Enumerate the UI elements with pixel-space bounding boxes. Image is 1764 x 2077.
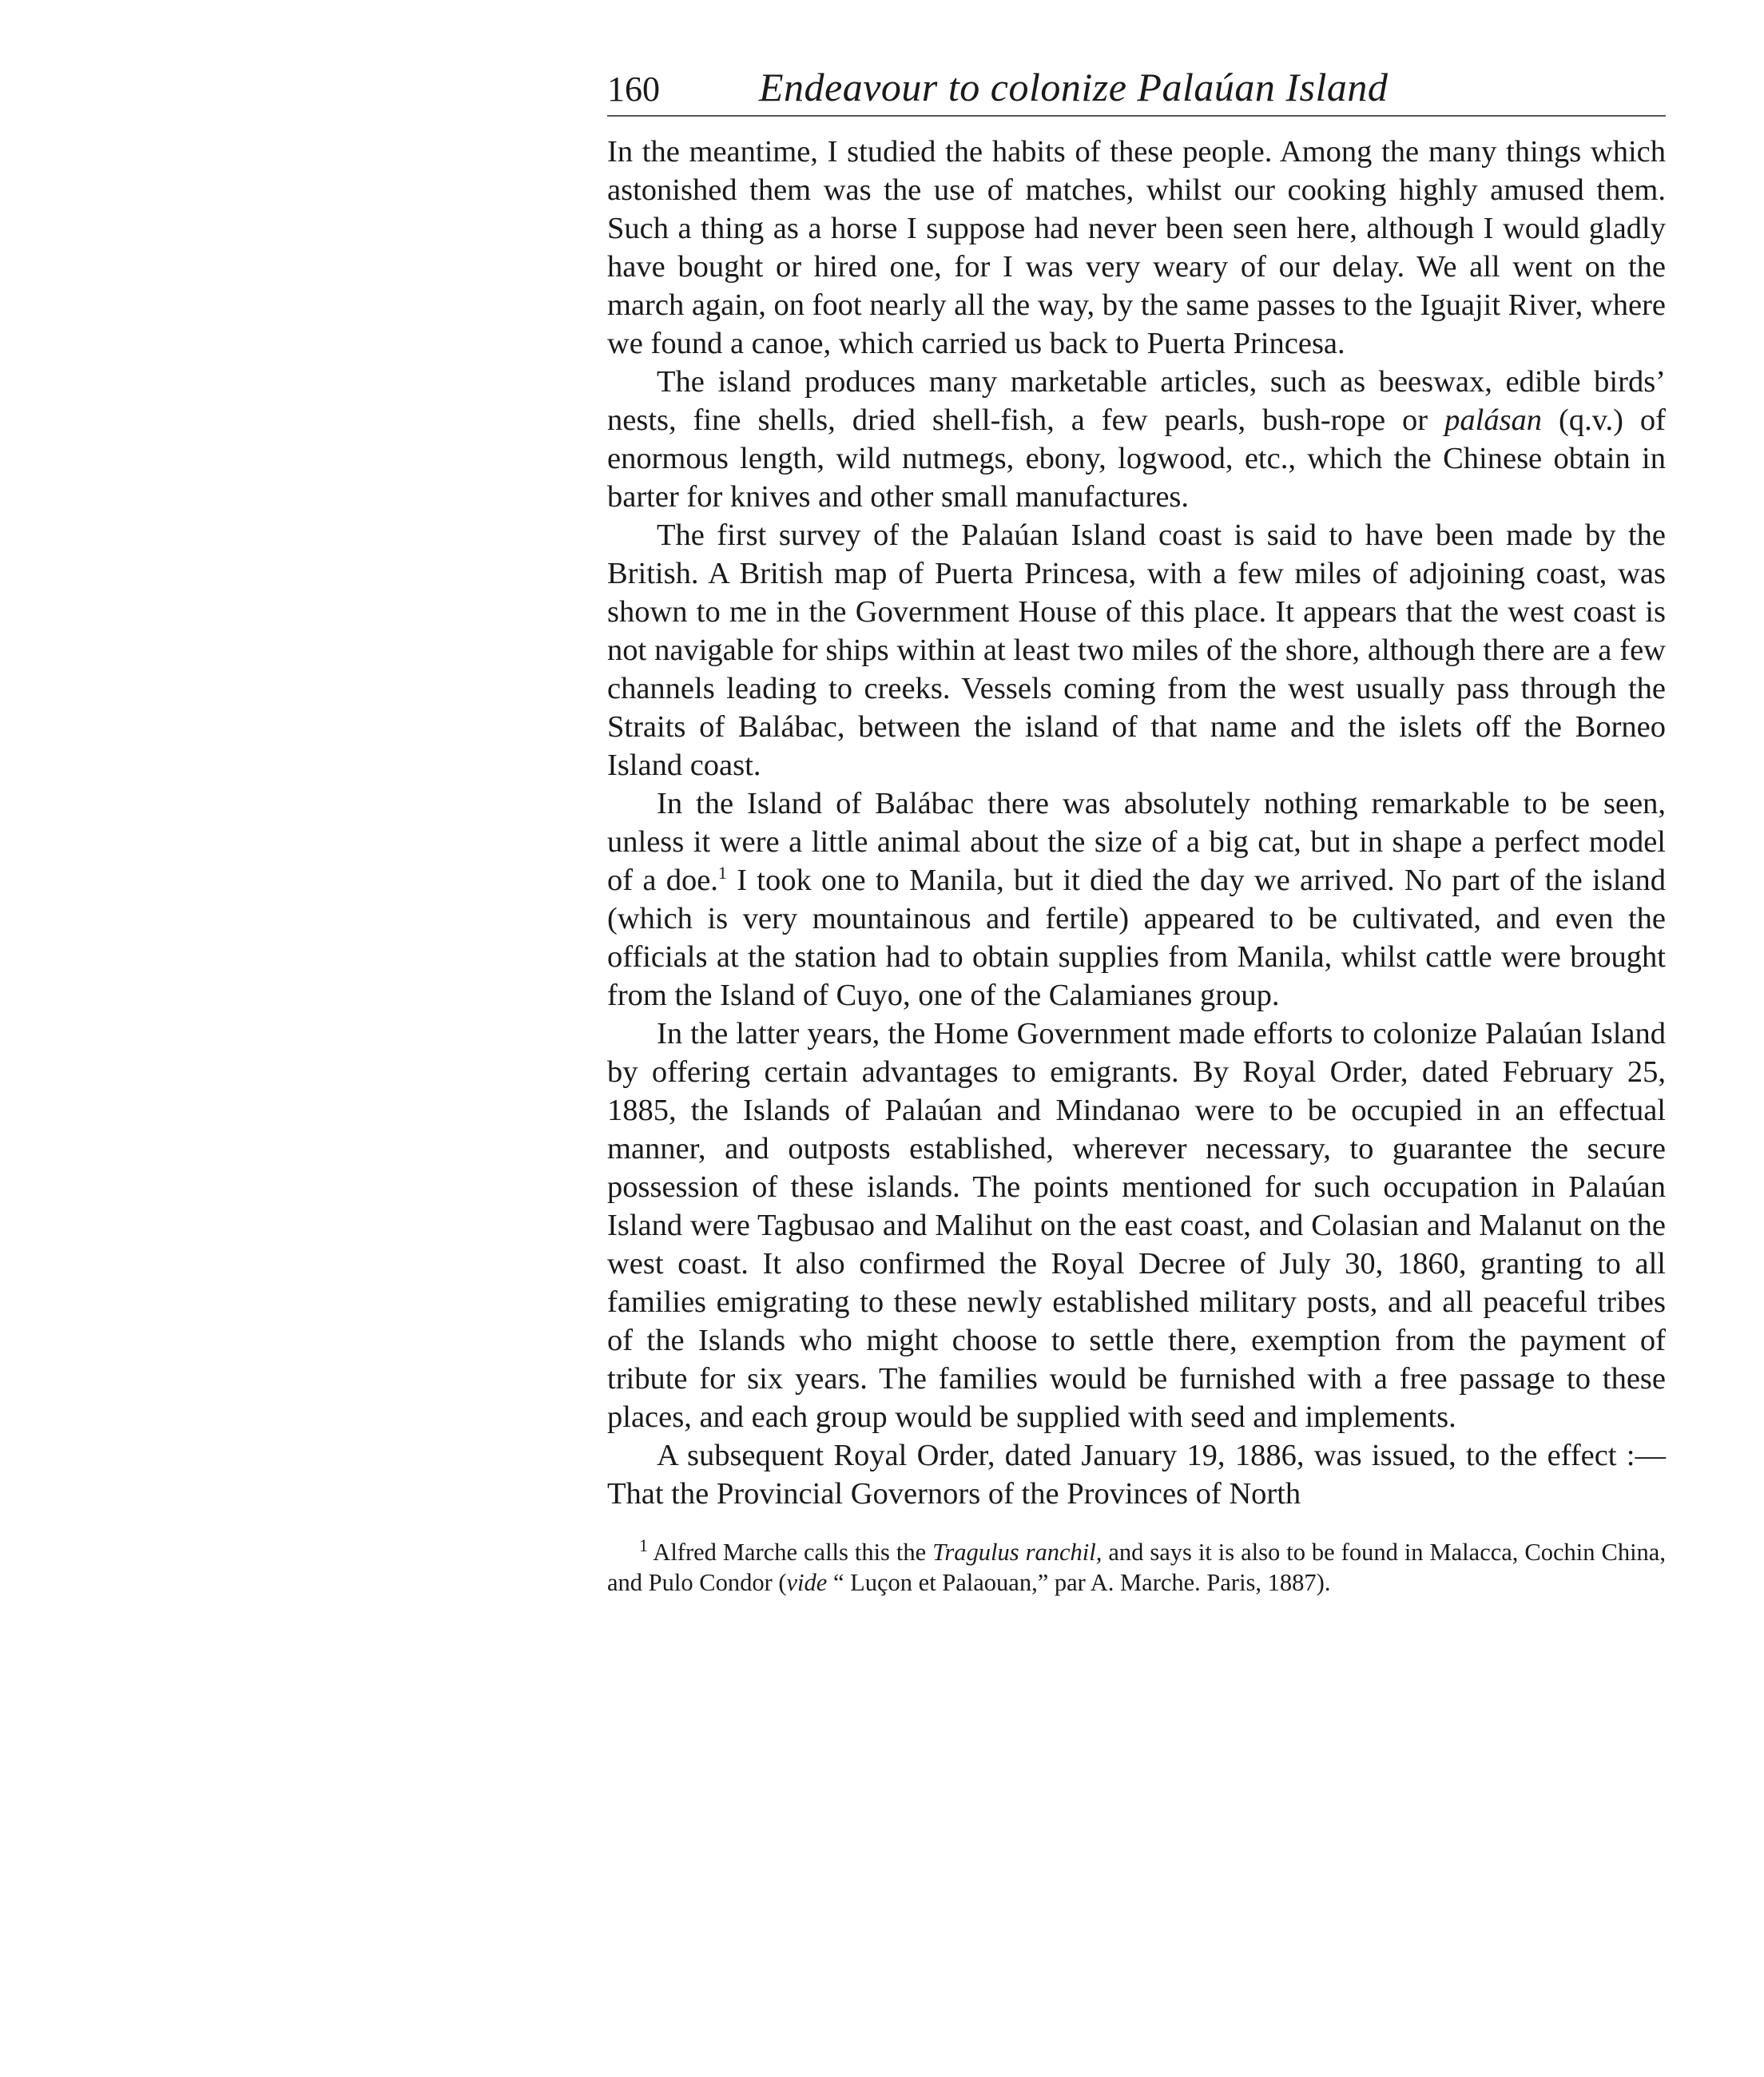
paragraph-text: (q.v.) of enormous length, wild nutmegs, ebony, logwood, etc., which the Chinese obtain in barter for knives and other small manufactures. — [607, 403, 1667, 514]
paragraph-latter-years: In the latter years, the Home Government made efforts to colonize Palaúan Island by offering certain advantages to emigrants. By Royal Order, dated February 25, 1885, the Islands of Palaúan and Mindanao were to be occupied in an effectual manner, and outposts established, wherever necessary, to guarantee the secure possession of these islands. The points mentioned for such occupation in Palaúan Island were Tagbusao and Malihut on the east coast, and Colasian and Malanut on the west coast. It also confirmed the Royal Decree of July 30, 1860, granting to all families emigrating to these newly established military posts, and all peaceful tribes of the Islands who might choose to settle there, exemption from the payment of tribute for six years. The families would be furnished with a free passage to these places, and each group would be supplied with seed and implements. — [607, 1017, 1666, 1434]
species-name: Tragulus ranchil, — [932, 1539, 1102, 1566]
page-header — [607, 64, 1666, 117]
book-page — [607, 64, 1666, 1598]
page-number: 160 — [607, 69, 660, 109]
footnote-reference[interactable]: 1 — [717, 863, 727, 884]
body-text — [607, 133, 1666, 1513]
paragraph-text: I took one to Manila, but it died the day we arrived. No part of the island (which is very mountainous and fertile) appeared to be cultivated, and even the officials at the station had to obtain supplies from Manila, whilst cattle were brought from the Island of Cuyo, one of the Calamianes group. — [607, 864, 1666, 1012]
paragraph-island-produces — [607, 363, 1666, 516]
italic-term: palásan — [1444, 403, 1543, 437]
paragraph-first-survey: The first survey of the Palaúan Island coast is said to have been made by the British. A British map of Puerta Princesa, with a few miles of adjoining coast, was shown to me in the Government House of this place. It appears that the west coast is not navigable for ships within at least two miles of the shore, although there are a few channels leading to creeks. Vessels coming from the west usually pass through the Straits of Balábac, between the island of that name and the islets off the Borneo Island coast. — [607, 518, 1666, 782]
paragraph-balabac — [607, 784, 1666, 1015]
paragraph-meantime: In the meantime, I studied the habits of these people. Among the many things which astonished them was the use of matches, whilst our cooking highly amused them. Such a thing as a horse I suppose had never been seen here, although I would gladly have bought or hired one, for I was very weary of our delay. We all went on the march again, on foot nearly all the way, by the same passes to the Iguajit River, where we found a canoe, which carried us back to Puerta Princesa. — [607, 135, 1666, 360]
paragraph-subsequent-order: A subsequent Royal Order, dated January 19, 1886, was issued, to the effect :—That the Provincial Governors of the Provinces of North — [607, 1439, 1666, 1511]
paragraph-text: The island produces many marketable articles, such as beeswax, edible birds’ nests, fine shells, dried shell-fish, a few pearls, bush-rope or — [607, 365, 1666, 437]
footnote-text: Alfred Marche calls this the — [653, 1539, 933, 1566]
footnote-marker: 1 — [639, 1535, 648, 1555]
footnote-text: and says it is also to be found in Malacca, Cochin China, and Pulo Condor ( — [607, 1539, 1666, 1596]
paragraph-text: In the Island of Balábac there was absolutely nothing remarkable to be seen, unless it were a little animal about the size of a big cat, but in shape a perfect model of a doe. — [607, 787, 1666, 897]
vide-term: vide — [786, 1569, 828, 1596]
footnote — [607, 1537, 1666, 1598]
footnote-text: “ Luçon et Palaouan,” par A. Marche. Paris, 1887). — [827, 1569, 1331, 1596]
running-title: Endeavour to colonize Palaúan Island — [759, 65, 1389, 109]
